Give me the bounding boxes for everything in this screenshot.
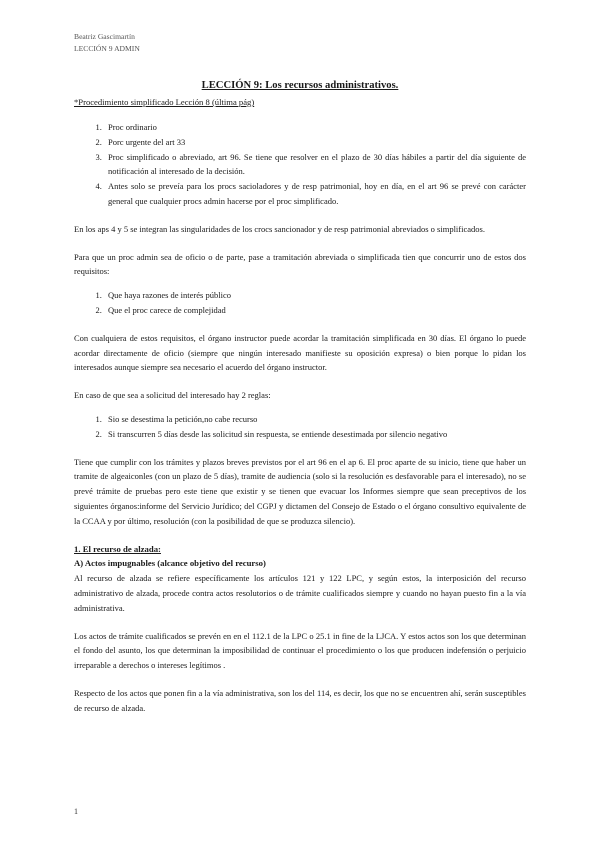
paragraph: Respecto de los actos que ponen fin a la vía administrativa, son los del 114, es decir, los que no se encuentren ahí, serán susceptibles de recurso de alzada.	[74, 687, 526, 713]
rules-list	[74, 412, 526, 442]
page-header	[74, 31, 140, 55]
list-item: 3. Proc simplificado o abreviado, art 96. Se tiene que resolver en el plazo de 30 días hábiles a partir del día siguiente de notificación al interesado de la decisión.	[104, 150, 526, 180]
page-subtitle: *Procedimiento simplificado Lección 8 (última pág)	[74, 97, 255, 107]
paragraph: En caso de que sea a solicitud del interesado hay 2 reglas:	[74, 390, 271, 401]
list-item: 2. Que el proc carece de complejidad	[104, 303, 526, 318]
paragraph: Los actos de trámite cualificados se prevén en en el 112.1 de la LPC o 25.1 in fine de la LJCA. Y estos actos son los que determinan el fondo del asunto, los que determinan la imposibilidad de continuar el procedimiento o los que producen indefensión o perjuicio irreparable a derechos o intereses legítimos .	[74, 630, 526, 671]
paragraph: Al recurso de alzada se refiere específicamente los artículos 121 y 122 LPC, y según estos, la interposición del recurso administrativo de alzada, procede contra actos resolutorios o de trámite cualificados siempre y cuando no hayan puesto fin a la vía administrativa.	[74, 573, 526, 613]
paragraph: Tiene que cumplir con los trámites y plazos breves previstos por el art 96 en el ap 6. El proc aparte de su inicio, tiene que haber un tramite de algeaiconles (con un plazo de 5 días), tramite de audiencia (solo si la resolución es desfavorable para el interesado), no se prevé trámite de pruebas pero este tiene que existir y se tienen que evacuar los Informes siempre que sean preceptivos de los siguientes órganos:informe del Servicio Jurídico; del CGPJ y dictamen del Consejo de Estado o el órgano consultivo equivalente de la CCAA y por último, resolución (con la posibilidad de que se produzca silencio).	[74, 456, 526, 526]
document-body	[74, 120, 526, 716]
list-item: 1. Que haya razones de interés público	[104, 288, 526, 303]
section-heading: 1. El recurso de alzada:	[74, 543, 161, 554]
paragraph: Para que un proc admin sea de oficio o de parte, pase a tramitación abreviada o simplificada tien que concurrir uno de estos dos requisitos:	[74, 251, 526, 277]
paragraph: En los aps 4 y 5 se integran las singularidades de los crocs sancionador y de resp patrimonial abreviados o simplificados.	[74, 223, 485, 234]
list-item: 1. Proc ordinario	[104, 120, 526, 135]
header-author: Beatriz Gascimartín	[74, 32, 135, 41]
header-subject: LECCIÓN 9 ADMIN	[74, 44, 140, 53]
subsection-heading: A) Actos impugnables (alcance objetivo del recurso)	[74, 558, 266, 569]
paragraph: Con cualquiera de estos requisitos, el órgano instructor puede acordar la tramitación simplificada en 30 días. El órgano lo puede acordar directamente de oficio (siempre que ningún interesado manifieste su oposición expresa) o bien porque lo pidan los interesados aunque siempre sea necesario el acuerdo del órgano instructor.	[74, 332, 526, 373]
page-number: 1	[74, 807, 78, 816]
list-item: 1. Sio se desestima la petición,no cabe recurso	[104, 412, 526, 427]
procedure-list	[74, 120, 526, 209]
list-item: 4. Antes solo se preveía para los procs sacioladores y de resp patrimonial, hoy en día, en el art 96 se prevé con carácter general que cualquier procs admin hacerse por el proc simplificado.	[104, 179, 526, 209]
requirements-list	[74, 288, 526, 318]
list-item: 2. Porc urgente del art 33	[104, 135, 526, 150]
page-title: LECCIÓN 9: Los recursos administrativos.	[201, 80, 399, 91]
list-item: 2. Si transcurren 5 días desde las solicitud sin respuesta, se entiende desestimada por silencio negativo	[104, 427, 526, 442]
